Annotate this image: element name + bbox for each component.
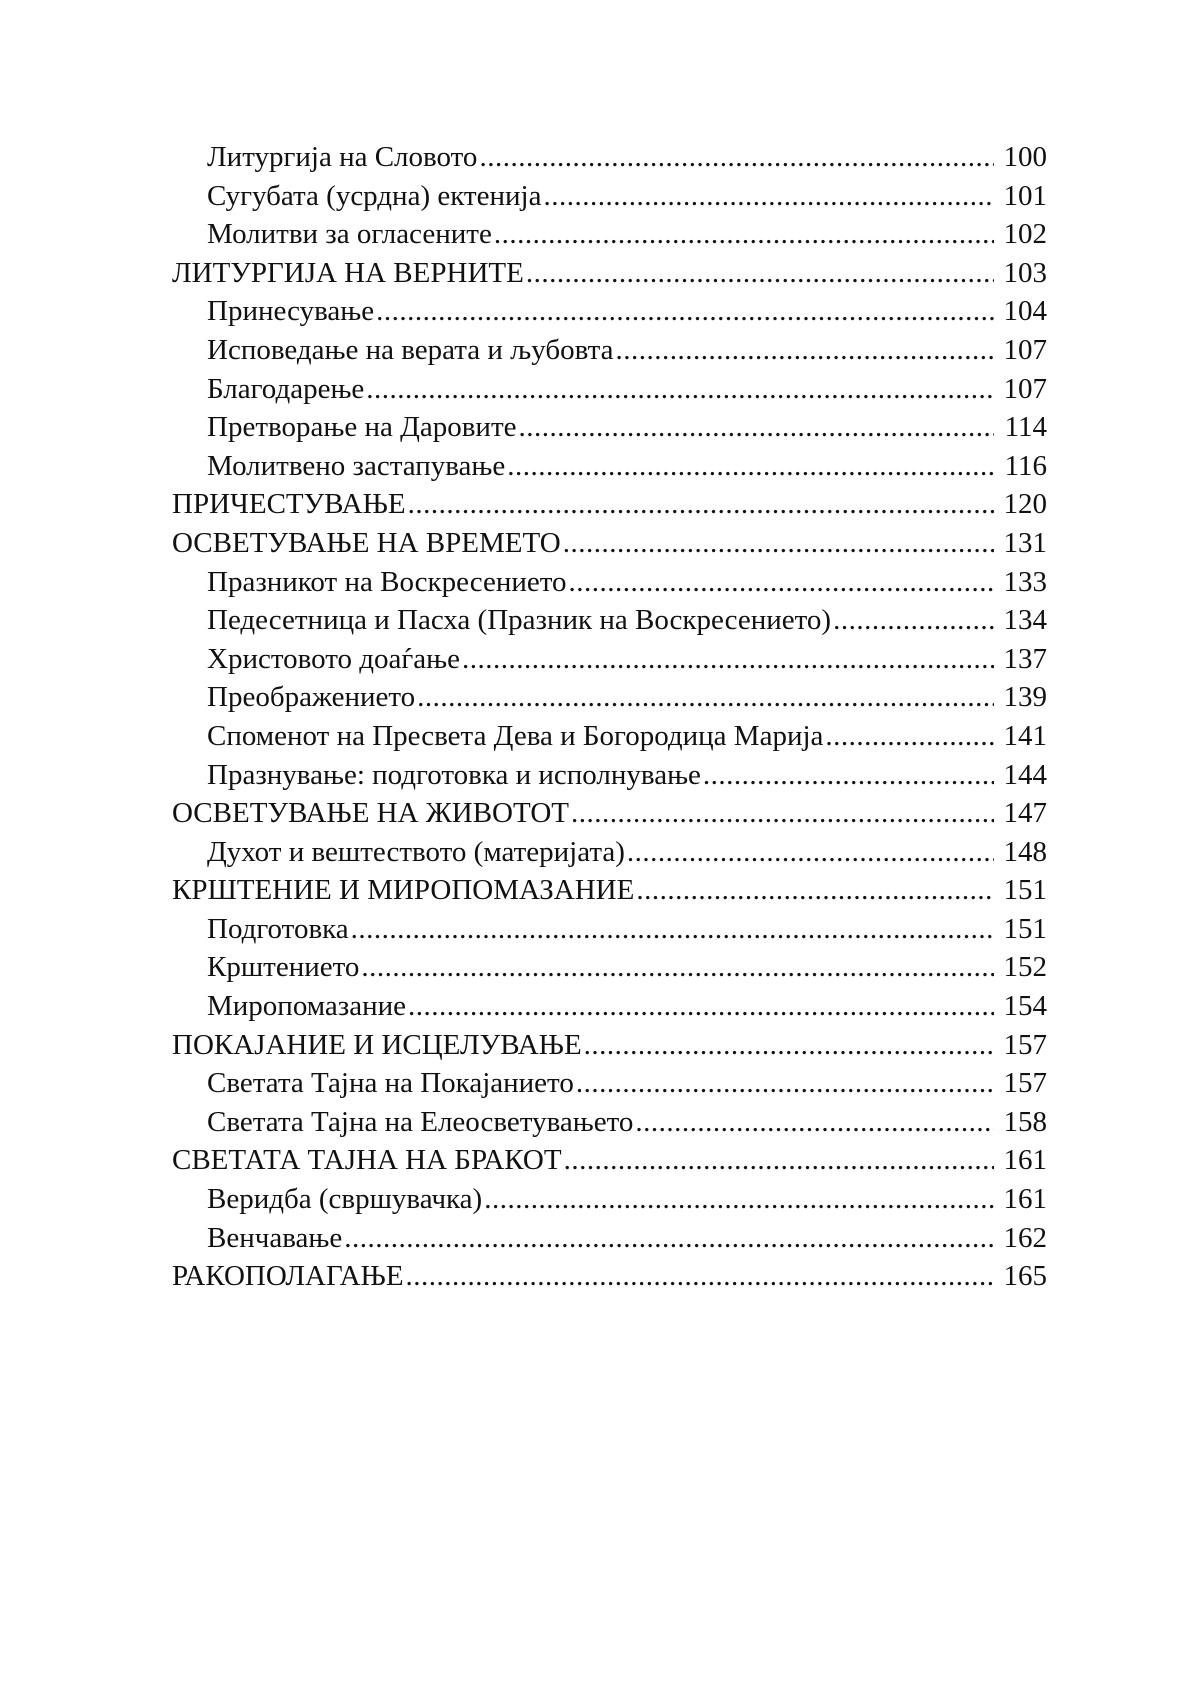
toc-entry-page: 144: [1003, 758, 1047, 791]
toc-entry-title: ПОКАЈАНИЕ И ИСЦЕЛУВАЊЕ: [172, 1028, 582, 1061]
toc-entry-page: 152: [1003, 951, 1047, 984]
toc-entry: [172, 948, 1047, 987]
toc-entry: [172, 910, 1047, 949]
toc-entry-page: 103: [1003, 256, 1047, 289]
toc-entry-page: 161: [1003, 1183, 1047, 1216]
toc-entry-page: 147: [1003, 797, 1047, 830]
toc-dot-leader: [526, 254, 994, 293]
toc-entry: [172, 215, 1047, 254]
toc-dot-leader: [825, 717, 994, 756]
toc-entry-page: 157: [1003, 1067, 1047, 1100]
toc-entry: [172, 1103, 1047, 1142]
toc-dot-leader: [507, 447, 994, 486]
toc-entry: [172, 138, 1047, 177]
toc-entry-page: 165: [1003, 1260, 1047, 1293]
toc-entry-page: 120: [1003, 488, 1047, 521]
toc-dot-leader: [351, 910, 994, 949]
toc-dot-leader: [576, 1064, 994, 1103]
toc-entry-page: 154: [1003, 990, 1047, 1023]
toc-entry: [172, 485, 1047, 524]
toc-entry-page: 104: [1003, 295, 1047, 328]
toc-dot-leader: [564, 1141, 994, 1180]
toc-entry: [172, 717, 1047, 756]
toc-entry: [172, 408, 1047, 447]
toc-entry-title: Сугубата (усрдна) ектенија: [207, 179, 542, 212]
toc-entry: [172, 1026, 1047, 1065]
toc-dot-leader: [408, 485, 994, 524]
toc-entry-page: 137: [1003, 642, 1047, 675]
toc-entry-title: Молитвено застапување: [207, 449, 506, 482]
toc-entry-title: Крштението: [207, 951, 360, 984]
toc-dot-leader: [636, 871, 994, 910]
toc-entry-title: Преображението: [207, 681, 416, 714]
toc-entry-page: 141: [1003, 719, 1047, 752]
toc-dot-leader: [361, 948, 994, 987]
toc-entry: [172, 833, 1047, 872]
toc-entry: [172, 1141, 1047, 1180]
toc-dot-leader: [569, 563, 994, 602]
toc-entry-title: Веридба (свршувачка): [207, 1183, 483, 1216]
toc-entry-title: КРШТЕНИЕ И МИРОПОМАЗАНИЕ: [172, 874, 635, 907]
toc-entry: [172, 1180, 1047, 1219]
toc-entry: [172, 794, 1047, 833]
toc-entry: [172, 756, 1047, 795]
toc-entry-title: Светата Тајна на Елеосветувањето: [207, 1105, 634, 1138]
toc-dot-leader: [833, 601, 994, 640]
toc-entry-page: 158: [1003, 1105, 1047, 1138]
toc-dot-leader: [703, 756, 994, 795]
toc-dot-leader: [543, 177, 994, 216]
toc-dot-leader: [417, 678, 994, 717]
toc-dot-leader: [484, 1180, 994, 1219]
toc-entry: [172, 601, 1047, 640]
toc-dot-leader: [584, 1026, 994, 1065]
toc-entry-title: Христовото доаѓање: [207, 642, 461, 675]
toc-entry-page: 114: [1004, 411, 1047, 444]
toc-entry-page: 133: [1003, 565, 1047, 598]
toc-entry-title: Празнување: подготовка и исполнување: [207, 758, 701, 791]
toc-dot-leader: [408, 987, 994, 1026]
toc-entry-title: Споменот на Пресвета Дева и Богородица Марија: [207, 719, 824, 752]
toc-entry-page: 107: [1003, 333, 1047, 366]
toc-entry-title: ОСВЕТУВАЊЕ НА ВРЕМЕТО: [172, 526, 561, 559]
toc-entry: [172, 640, 1047, 679]
toc-entry: [172, 447, 1047, 486]
toc-entry: [172, 331, 1047, 370]
toc-entry-title: Духот и вештеството (материјата): [207, 835, 625, 868]
toc-entry-title: Светата Тајна на Покајанието: [207, 1067, 574, 1100]
toc-dot-leader: [462, 640, 994, 679]
toc-dot-leader: [635, 1103, 994, 1142]
toc-entry-title: Литургија на Словото: [207, 141, 478, 173]
toc-entry: [172, 292, 1047, 331]
toc-entry-title: ЛИТУРГИЈА НА ВЕРНИТЕ: [172, 256, 524, 289]
toc-dot-leader: [571, 794, 994, 833]
toc-entry-title: Педесетница и Пасха (Празник на Воскресението): [207, 604, 832, 637]
toc-entry-page: 162: [1003, 1221, 1047, 1254]
toc-entry: [172, 524, 1047, 563]
toc-entry-title: Празникот на Воскресението: [207, 565, 567, 598]
toc-entry-page: 148: [1003, 835, 1047, 868]
toc-entry-title: Исповедање на верата и љубовта: [207, 333, 614, 366]
toc-entry-page: 151: [1003, 874, 1047, 907]
toc-entry-title: Миропомазание: [207, 990, 407, 1023]
toc-entry-title: Венчавање: [207, 1221, 343, 1254]
toc-entry-page: 116: [1004, 449, 1047, 482]
toc-dot-leader: [376, 292, 994, 331]
toc-dot-leader: [563, 524, 994, 563]
toc-entry-page: 107: [1003, 372, 1047, 405]
table-of-contents: [172, 138, 1047, 1296]
toc-entry-page: 157: [1003, 1028, 1047, 1061]
toc-dot-leader: [479, 138, 994, 177]
toc-entry-page: 151: [1003, 912, 1047, 945]
toc-entry-title: Принесување: [207, 295, 375, 328]
toc-dot-leader: [406, 1257, 994, 1296]
toc-entry-title: РАКОПОЛАГАЊЕ: [172, 1260, 404, 1293]
toc-dot-leader: [519, 408, 995, 447]
toc-entry-title: ПРИЧЕСТУВАЊЕ: [172, 488, 406, 521]
toc-entry-title: Подготовка: [207, 912, 349, 945]
toc-entry: [172, 871, 1047, 910]
toc-entry: [172, 1064, 1047, 1103]
toc-entry-title: ОСВЕТУВАЊЕ НА ЖИВОТОТ: [172, 797, 569, 830]
toc-entry: [172, 563, 1047, 602]
toc-dot-leader: [627, 833, 994, 872]
toc-entry-page: 139: [1003, 681, 1047, 714]
toc-dot-leader: [494, 215, 994, 254]
toc-entry-page: 161: [1003, 1144, 1047, 1177]
toc-entry-title: Претворање на Даровите: [207, 411, 517, 444]
toc-dot-leader: [615, 331, 994, 370]
toc-entry: [172, 1219, 1047, 1258]
toc-entry: [172, 370, 1047, 409]
toc-entry: [172, 177, 1047, 216]
toc-entry-title: Молитви за огласените: [207, 218, 492, 251]
toc-dot-leader: [366, 370, 994, 409]
toc-entry-title: Благодарење: [207, 372, 365, 405]
toc-entry-title: СВЕТАТА ТАЈНА НА БРАКОТ: [172, 1144, 562, 1177]
toc-entry-page: 102: [1003, 218, 1047, 251]
toc-dot-leader: [344, 1219, 994, 1258]
toc-entry: [172, 678, 1047, 717]
toc-entry-page: 100: [1003, 141, 1047, 173]
toc-entry: [172, 987, 1047, 1026]
toc-entry-page: 134: [1003, 604, 1047, 637]
toc-entry: [172, 1257, 1047, 1296]
toc-entry-page: 131: [1003, 526, 1047, 559]
toc-entry: [172, 254, 1047, 293]
toc-entry-page: 101: [1003, 179, 1047, 212]
